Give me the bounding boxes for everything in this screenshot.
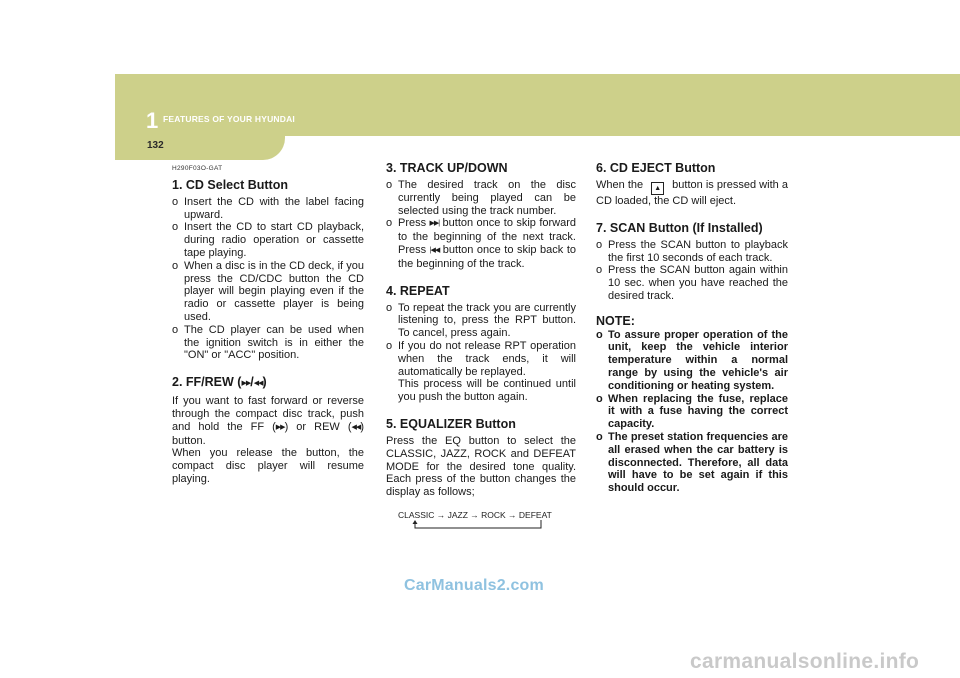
page-number: 132 [147,140,164,151]
cd-select-heading: 1. CD Select Button [172,177,288,192]
list-item: o When a disc is in the CD deck, if you press the CD/CDC button the CD player will begin playing even if the radio or cassette player is being used. [172,260,364,324]
list-item: o Press the SCAN button to playback the first 10 seconds of each track. [596,239,788,265]
track-list [386,179,576,271]
eject-text [596,179,788,208]
list-item [386,217,576,270]
track-press-b: button once to skip forward to the beginning of the next track. Press [398,217,576,256]
fast-forward-icon: ▶▶ [241,380,251,388]
list-item: o When replacing the fuse, replace it with a fuse having the correct capacity. [596,393,788,431]
ff-rew-heading [172,375,364,391]
track-heading: 3. TRACK UP/DOWN [386,161,508,175]
watermark-carmanualsonline[interactable]: carmanualsonline.info [690,650,920,673]
track-press-c: button once to skip back to the beginning of the track. [398,243,576,270]
equalizer-heading: 5. EQUALIZER Button [386,416,516,431]
repeat-text: If you do not release RPT operation when the track ends, it will automatically be replayed. [398,339,576,378]
rewind-icon: ◀◀ [351,423,361,431]
ff-rew-title-c: ) [262,375,267,390]
column-2 [386,161,576,499]
rewind-icon: ◀◀ [253,380,263,388]
equalizer-loop-arrow [412,520,542,530]
eject-heading: 6. CD EJECT Button [596,161,716,175]
column-1 [172,161,364,486]
scan-list [596,239,788,303]
repeat-continue-text: This process will be continued until you push the button again. [398,378,576,404]
cd-select-list [172,196,364,362]
list-item: o The CD player can be used when the ignition switch is in either the "ON" or "ACC" position. [172,324,364,362]
ff-rew-title-b: / [250,375,254,390]
list-item: o Press the SCAN button again within 10 sec. when you have reached the desired track. [596,264,788,302]
list-item [386,340,576,404]
chapter-title: FEATURES OF YOUR HYUNDAI [163,114,295,124]
section-code: H290F03O-GAT [172,165,223,172]
chapter-number: 1 [146,108,159,133]
note-title: NOTE: [596,313,635,328]
ff-rew-title-a: 2. FF/REW ( [172,375,242,390]
column-3 [596,161,788,495]
ff-rew-text [172,395,364,447]
list-item: o The preset station frequencies are all erased when the car battery is disconnected. Therefore, all data will have to be set again if this should occur. [596,431,788,495]
list-item: o To assure proper operation of the unit, keep the vehicle interior temperature within a normal range by using the vehicle's air conditioning or heating system. [596,329,788,393]
repeat-list [386,302,576,404]
skip-forward-icon: ▶▶| [429,220,440,228]
track-press-a: Press [398,217,427,230]
repeat-heading: 4. REPEAT [386,283,450,298]
ff-rew-text-3: ) button. [172,420,364,447]
list-item: o The desired track on the disc currently being played can be selected using the track number. [386,179,576,217]
eject-icon: ▲ [651,182,664,195]
fast-forward-icon: ▶▶ [275,423,285,431]
eject-text-b: button is pressed with a CD loaded, the CD will eject. [596,179,788,207]
equalizer-text: Press the EQ button to select the CLASSIC, JAZZ, ROCK and DEFEAT MODE for the desired tone quality. Each press of the button changes the display as follows; [386,434,576,499]
list-item: o To repeat the track you are currently listening to, press the RPT button. To cancel, press again. [386,302,576,340]
header-tab [115,136,285,160]
watermark-carmanuals2[interactable]: CarManuals2.com [404,577,544,594]
scan-heading: 7. SCAN Button (If Installed) [596,220,763,235]
ff-rew-release-text: When you release the button, the compact disc player will resume playing. [172,447,364,485]
list-item: o Insert the CD with the label facing upward. [172,196,364,222]
equalizer-flow: CLASSIC → JAZZ → ROCK → DEFEAT [398,510,552,520]
list-item: o Insert the CD to start CD playback, during radio operation or cassette tape playing. [172,221,364,259]
header-band [115,74,960,136]
ff-rew-text-1: If you want to fast forward or reverse through the compact disc track, push and hold the FF ( [172,395,364,433]
eject-text-a: When the [596,179,644,191]
ff-rew-text-2: ) or REW ( [284,420,352,433]
skip-back-icon: |◀◀ [429,246,440,254]
note-list [596,329,788,495]
